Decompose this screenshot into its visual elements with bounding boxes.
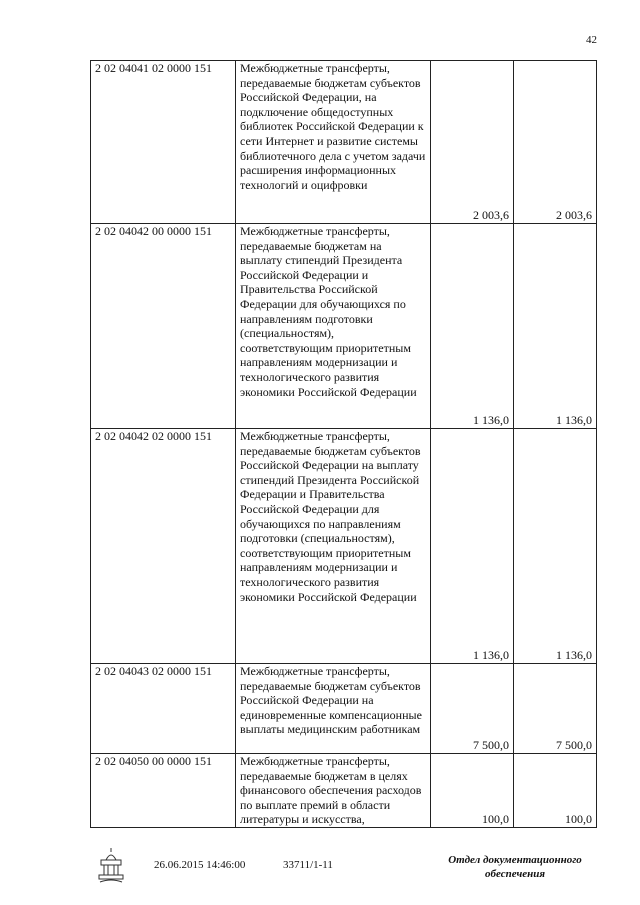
budget-description: Межбюджетные трансферты, передаваемые бюджетам субъектов Российской Федерации на единовременные компенсационные выплаты медицинским работникам <box>236 664 431 754</box>
table-row <box>91 429 597 664</box>
budget-code: 2 02 04041 02 0000 151 <box>91 61 236 224</box>
amount-1: 2 003,6 <box>431 61 514 224</box>
budget-description: Межбюджетные трансферты, передаваемые бюджетам субъектов Российской Федерации, на подключение общедоступных библиотек Российской Федерации к сети Интернет и развитие системы библиотечного дела с учетом задачи расширения информационных технологий и оцифровки <box>236 61 431 224</box>
budget-code: 2 02 04042 02 0000 151 <box>91 429 236 664</box>
footer-department <box>445 853 585 881</box>
amount-2: 1 136,0 <box>514 224 597 429</box>
footer-dept-line2: обеспечения <box>484 868 545 880</box>
amount-2: 2 003,6 <box>514 61 597 224</box>
amount-1: 100,0 <box>431 754 514 828</box>
amount-2: 100,0 <box>514 754 597 828</box>
amount-1: 1 136,0 <box>431 429 514 664</box>
budget-table <box>90 60 597 828</box>
amount-1: 7 500,0 <box>431 664 514 754</box>
amount-2: 7 500,0 <box>514 664 597 754</box>
table-row <box>91 754 597 828</box>
duma-building-icon <box>96 846 126 886</box>
table-row <box>91 61 597 224</box>
amount-2: 1 136,0 <box>514 429 597 664</box>
footer-dept-line1: Отдел документационного <box>448 854 582 866</box>
budget-code: 2 02 04050 00 0000 151 <box>91 754 236 828</box>
budget-description: Межбюджетные трансферты, передаваемые бюджетам в целях финансового обеспечения расходов по выплате премий в области литературы и искусства, <box>236 754 431 828</box>
budget-code: 2 02 04043 02 0000 151 <box>91 664 236 754</box>
table-row <box>91 224 597 429</box>
budget-description: Межбюджетные трансферты, передаваемые бюджетам на выплату стипендий Президента Российской Федерации и Правительства Российской Федерации для обучающихся по направлениям подготовки (специальностям), соответствующим приоритетным направлениям модернизации и технологического развития экономики Российской Федерации <box>236 224 431 429</box>
budget-description: Межбюджетные трансферты, передаваемые бюджетам субъектов Российской Федерации на выплату стипендий Президента Российской Федерации и Правительства Российской Федерации для обучающихся по направлениям подготовки (специальностям), соответствующим приоритетным направлениям модернизации и технологического развития экономики Российской Федерации <box>236 429 431 664</box>
page-number: 42 <box>586 34 597 46</box>
footer-datetime: 26.06.2015 14:46:00 <box>154 859 246 871</box>
footer-doc-number: 33711/1-11 <box>283 859 333 871</box>
table-row <box>91 664 597 754</box>
budget-code: 2 02 04042 00 0000 151 <box>91 224 236 429</box>
amount-1: 1 136,0 <box>431 224 514 429</box>
